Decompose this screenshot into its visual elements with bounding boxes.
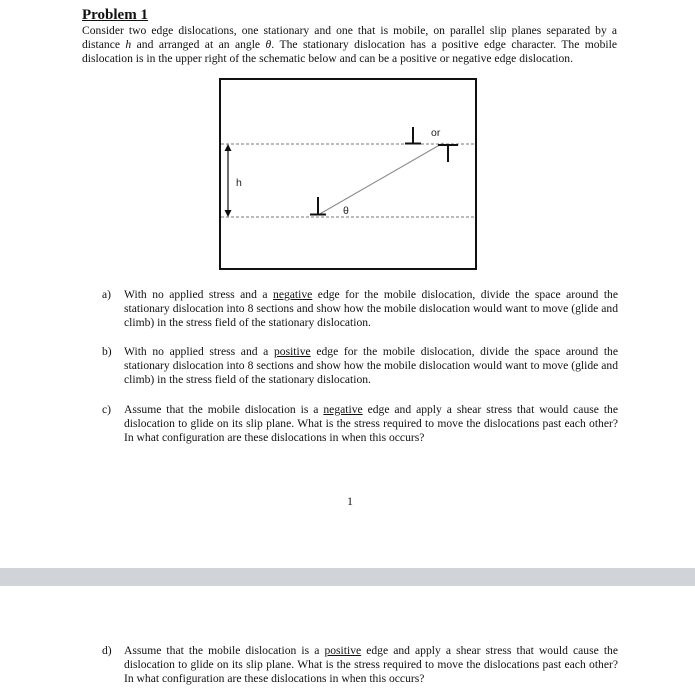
label-theta: θ [343, 205, 349, 217]
question-a-emphasis: negative [273, 288, 313, 301]
label-or: or [431, 127, 441, 139]
label-h: h [236, 177, 242, 189]
question-d-marker: d) [102, 644, 112, 657]
question-c [102, 403, 618, 446]
question-c-emphasis: negative [323, 403, 363, 416]
mobile-negative-dislocation-icon [438, 145, 458, 162]
question-a-text: With no applied stress and a negative edge for the mobile dislocation, divide the space around the stationary dislocation into 8 sections and show how the mobile dislocation would want to move (glide and climb) in the stress field of the stationary dislocation. [124, 288, 618, 330]
page-number: 1 [347, 496, 353, 508]
h-arrow-head-bottom [225, 210, 232, 217]
question-d [102, 644, 618, 687]
question-b [102, 345, 618, 388]
question-d-text: Assume that the mobile dislocation is a positive edge and apply a shear stress that would cause the dislocation to glide on its slip plane. What is the stress required to move the dislocations past each other? In what configuration are these dislocations in when this occurs? [124, 644, 618, 686]
intro-var-theta: θ [265, 38, 272, 52]
intro-text-2: and arranged at an angle [131, 38, 266, 52]
question-b-emphasis: positive [273, 345, 311, 358]
page-separator [0, 568, 695, 586]
question-d-emphasis: positive [324, 644, 362, 657]
mobile-positive-dislocation-icon [405, 127, 421, 144]
question-c-text: Assume that the mobile dislocation is a negative edge and apply a shear stress that would cause the dislocation to glide on its slip plane. What is the stress required to move the dislocations past each other? In what configuration are these dislocations in when this occurs? [124, 403, 618, 445]
problem-title: Problem 1 [82, 7, 148, 23]
schematic-drawing [221, 80, 475, 268]
question-c-marker: c) [102, 403, 112, 416]
question-b-text: With no applied stress and a positive edge for the mobile dislocation, divide the space around the stationary dislocation into 8 sections and show how the mobile dislocation would want to move (glide and climb) in the stress field of the stationary dislocation. [124, 345, 618, 387]
question-b-marker: b) [102, 345, 112, 358]
intro-var-h: h [125, 38, 132, 52]
dislocation-schematic [219, 78, 477, 270]
h-arrow-head-top [225, 144, 232, 151]
problem-intro [82, 24, 617, 67]
intro-text-3: . The stationary dislocation has a positive edge character. The mobile dislocation is in the upper right of the schematic below and can be a positive or negative edge dislocation. [82, 38, 617, 66]
angle-connector-line [318, 143, 443, 215]
intro-text-1: Consider two edge dislocations, one stationary and one that is mobile, on parallel slip planes separated by a distance [82, 24, 617, 52]
question-a-marker: a) [102, 288, 112, 301]
question-a [102, 288, 618, 331]
document-page-2 [0, 586, 695, 700]
